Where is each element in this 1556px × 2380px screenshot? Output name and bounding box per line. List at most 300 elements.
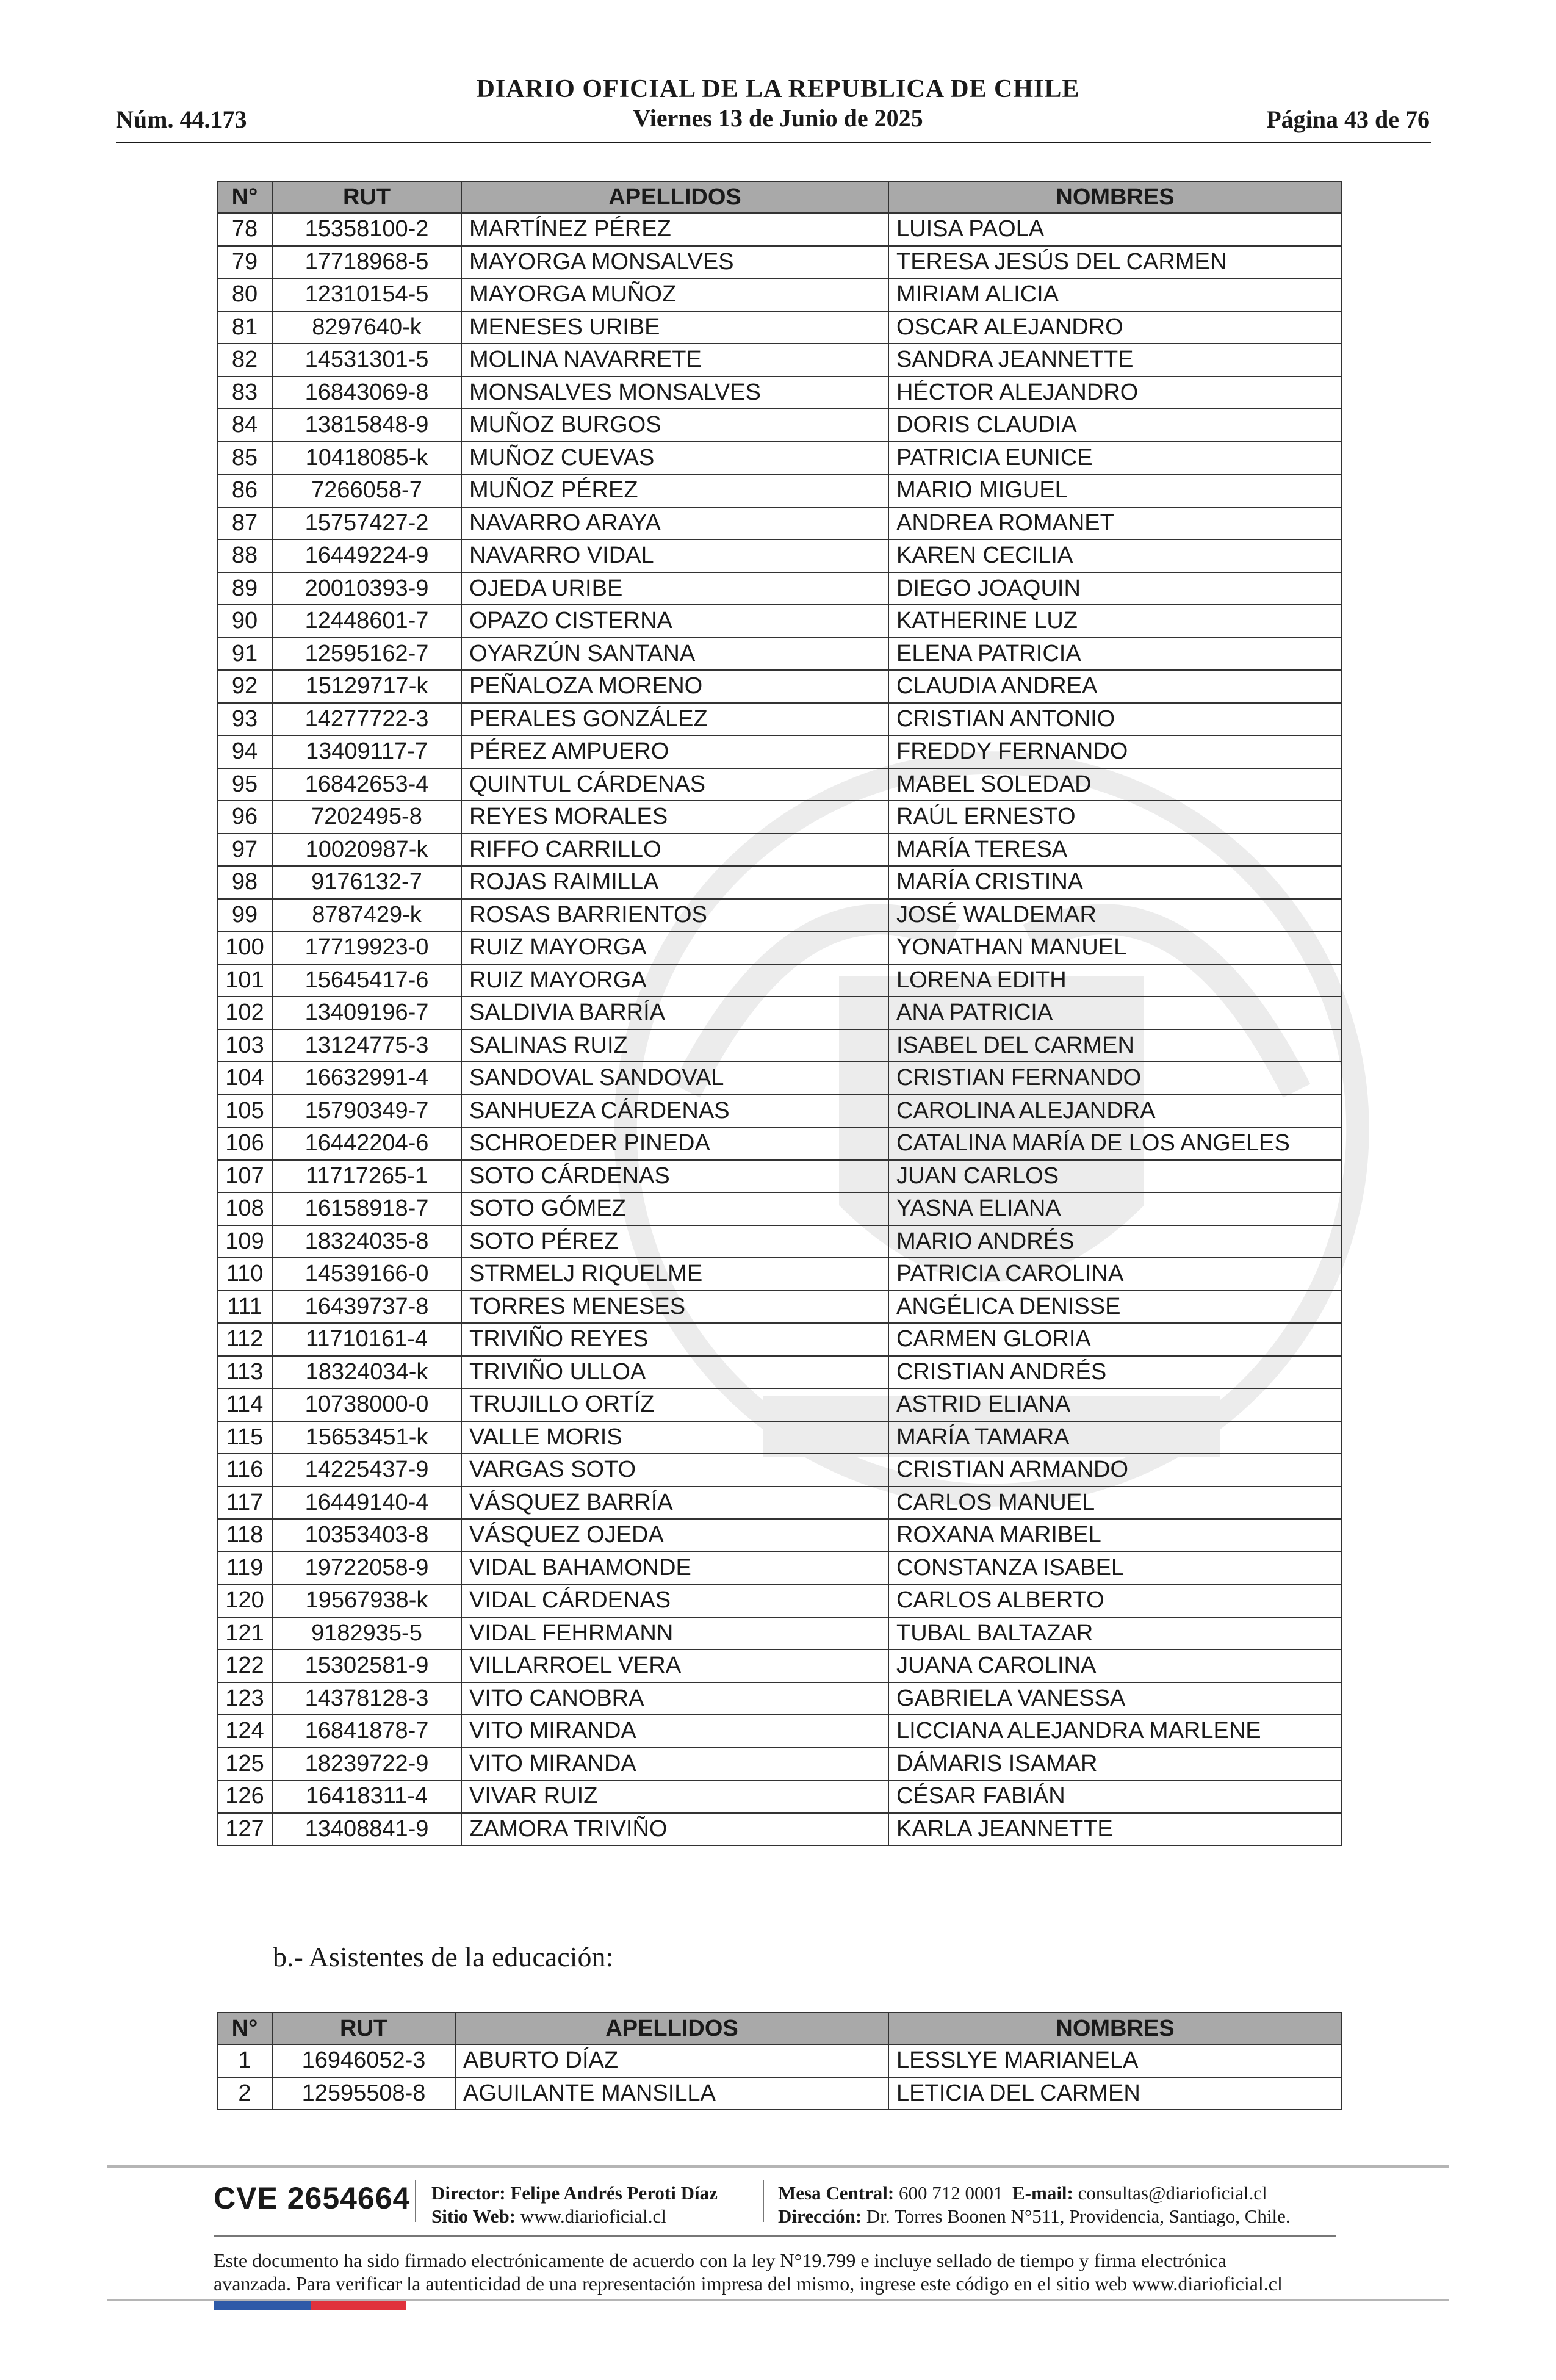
cell-nombres: LETICIA DEL CARMEN xyxy=(888,2077,1342,2110)
cell-nombres: FREDDY FERNANDO xyxy=(888,735,1342,768)
cell-number: 81 xyxy=(217,311,272,344)
table-row xyxy=(217,409,1342,442)
cell-apellidos: STRMELJ RIQUELME xyxy=(461,1258,888,1291)
cell-number: 108 xyxy=(217,1192,272,1225)
cell-nombres: YASNA ELIANA xyxy=(888,1192,1342,1225)
cell-rut: 13815848-9 xyxy=(272,409,461,442)
cell-rut: 9176132-7 xyxy=(272,866,461,899)
cell-nombres: CRISTIAN ANDRÉS xyxy=(888,1356,1342,1389)
cell-apellidos: VÁSQUEZ OJEDA xyxy=(461,1519,888,1552)
cell-nombres: LESSLYE MARIANELA xyxy=(888,2044,1342,2077)
signature-note-line: Este documento ha sido firmado electrónicamente de acuerdo con la ley N°19.799 e incluye sellado de tiempo y firma electrónica xyxy=(214,2249,1227,2271)
cell-rut: 15129717-k xyxy=(272,670,461,703)
cell-apellidos: VIVAR RUIZ xyxy=(461,1780,888,1813)
cell-apellidos: MENESES URIBE xyxy=(461,311,888,344)
table-row xyxy=(217,1291,1342,1324)
cell-number: 88 xyxy=(217,539,272,572)
issue-date: Viernes 13 de Junio de 2025 xyxy=(633,104,923,132)
cell-nombres: ANA PATRICIA xyxy=(888,997,1342,1030)
cell-rut: 16449140-4 xyxy=(272,1487,461,1520)
cell-number: 104 xyxy=(217,1062,272,1095)
cell-rut: 13409117-7 xyxy=(272,735,461,768)
cell-number: 96 xyxy=(217,801,272,834)
table-row xyxy=(217,1192,1342,1225)
table-row xyxy=(217,539,1342,572)
cell-apellidos: TRUJILLO ORTÍZ xyxy=(461,1388,888,1421)
cell-apellidos: VÁSQUEZ BARRÍA xyxy=(461,1487,888,1520)
table-row xyxy=(217,1519,1342,1552)
cell-rut: 11710161-4 xyxy=(272,1323,461,1356)
cell-rut: 18324035-8 xyxy=(272,1225,461,1258)
cell-rut: 10020987-k xyxy=(272,834,461,867)
column-header-rut: RUT xyxy=(272,181,461,213)
table-row xyxy=(217,834,1342,867)
cell-apellidos: QUINTUL CÁRDENAS xyxy=(461,768,888,801)
cell-apellidos: AGUILANTE MANSILLA xyxy=(455,2077,888,2110)
cell-number: 103 xyxy=(217,1030,272,1062)
cell-rut: 16843069-8 xyxy=(272,377,461,409)
cell-apellidos: OJEDA URIBE xyxy=(461,572,888,605)
cell-nombres: JUAN CARLOS xyxy=(888,1160,1342,1193)
table-row xyxy=(217,278,1342,311)
cell-apellidos: MAYORGA MUÑOZ xyxy=(461,278,888,311)
cell-number: 87 xyxy=(217,507,272,540)
cell-nombres: TERESA JESÚS DEL CARMEN xyxy=(888,246,1342,279)
signature-note-line: avanzada. Para verificar la autenticidad de una representación impresa del mismo, ingrese este código en el sitio web www.diarioficial.cl xyxy=(214,2273,1283,2295)
cell-rut: 17718968-5 xyxy=(272,246,461,279)
cell-number: 117 xyxy=(217,1487,272,1520)
cell-number: 122 xyxy=(217,1650,272,1682)
table-row xyxy=(217,1454,1342,1487)
column-header-rut: RUT xyxy=(272,2013,455,2044)
cell-nombres: OSCAR ALEJANDRO xyxy=(888,311,1342,344)
cell-number: 90 xyxy=(217,605,272,638)
cell-number: 91 xyxy=(217,638,272,671)
cell-number: 97 xyxy=(217,834,272,867)
table-row xyxy=(217,1127,1342,1160)
cell-apellidos: REYES MORALES xyxy=(461,801,888,834)
cell-rut: 14378128-3 xyxy=(272,1682,461,1715)
cell-nombres: MARÍA TAMARA xyxy=(888,1421,1342,1454)
cell-number: 110 xyxy=(217,1258,272,1291)
cell-number: 106 xyxy=(217,1127,272,1160)
cell-apellidos: MUÑOZ PÉREZ xyxy=(461,474,888,507)
cell-nombres: CARMEN GLORIA xyxy=(888,1323,1342,1356)
cell-number: 82 xyxy=(217,344,272,377)
cell-nombres: JUANA CAROLINA xyxy=(888,1650,1342,1682)
cell-number: 83 xyxy=(217,377,272,409)
cell-nombres: ELENA PATRICIA xyxy=(888,638,1342,671)
header-rule xyxy=(116,142,1431,143)
cell-rut: 16449224-9 xyxy=(272,539,461,572)
cell-number: 92 xyxy=(217,670,272,703)
cve-code: CVE 2654664 xyxy=(214,2181,411,2215)
cell-nombres: MABEL SOLEDAD xyxy=(888,768,1342,801)
cell-rut: 14277722-3 xyxy=(272,703,461,736)
cell-number: 118 xyxy=(217,1519,272,1552)
table-row xyxy=(217,768,1342,801)
cell-rut: 16418311-4 xyxy=(272,1780,461,1813)
table-row xyxy=(217,1780,1342,1813)
cell-nombres: ANGÉLICA DENISSE xyxy=(888,1291,1342,1324)
cell-rut: 9182935-5 xyxy=(272,1617,461,1650)
table-row xyxy=(217,1715,1342,1748)
cell-number: 1 xyxy=(217,2044,272,2077)
cell-apellidos: VILLARROEL VERA xyxy=(461,1650,888,1682)
cell-nombres: CÉSAR FABIÁN xyxy=(888,1780,1342,1813)
column-header-apellidos: APELLIDOS xyxy=(455,2013,888,2044)
cell-number: 107 xyxy=(217,1160,272,1193)
table-row xyxy=(217,735,1342,768)
flag-stripe-red xyxy=(311,2301,406,2310)
cell-nombres: SANDRA JEANNETTE xyxy=(888,344,1342,377)
cell-nombres: MARIO ANDRÉS xyxy=(888,1225,1342,1258)
address-value: Dr. Torres Boonen N°511, Providencia, Santiago, Chile. xyxy=(866,2205,1291,2227)
column-header-number: N° xyxy=(217,2013,272,2044)
cell-rut: 16841878-7 xyxy=(272,1715,461,1748)
cell-number: 101 xyxy=(217,964,272,997)
cell-number: 80 xyxy=(217,278,272,311)
cell-nombres: ASTRID ELIANA xyxy=(888,1388,1342,1421)
cell-number: 2 xyxy=(217,2077,272,2110)
cell-apellidos: SALDIVIA BARRÍA xyxy=(461,997,888,1030)
cell-apellidos: VITO MIRANDA xyxy=(461,1715,888,1748)
table-row xyxy=(217,1356,1342,1389)
gazette-title: DIARIO OFICIAL DE LA REPUBLICA DE CHILE xyxy=(476,75,1080,103)
table-row xyxy=(217,1095,1342,1128)
mesa-phone: 600 712 0001 xyxy=(899,2182,1003,2204)
cell-number: 85 xyxy=(217,442,272,475)
table-row xyxy=(217,1650,1342,1682)
cell-nombres: DÁMARIS ISAMAR xyxy=(888,1748,1342,1781)
cell-nombres: KARLA JEANNETTE xyxy=(888,1813,1342,1846)
footer-rule-top xyxy=(107,2165,1449,2168)
table-row xyxy=(217,572,1342,605)
cell-rut: 19722058-9 xyxy=(272,1552,461,1585)
column-header-nombres: NOMBRES xyxy=(888,2013,1342,2044)
cell-rut: 15653451-k xyxy=(272,1421,461,1454)
page-indicator: Página 43 de 76 xyxy=(1266,106,1430,133)
cell-apellidos: MARTÍNEZ PÉREZ xyxy=(461,213,888,246)
table-row xyxy=(217,1388,1342,1421)
cell-rut: 20010393-9 xyxy=(272,572,461,605)
cell-rut: 10353403-8 xyxy=(272,1519,461,1552)
cell-rut: 16158918-7 xyxy=(272,1192,461,1225)
table-row xyxy=(217,1225,1342,1258)
cell-apellidos: ABURTO DÍAZ xyxy=(455,2044,888,2077)
cell-number: 78 xyxy=(217,213,272,246)
cell-number: 121 xyxy=(217,1617,272,1650)
cell-rut: 15358100-2 xyxy=(272,213,461,246)
cell-rut: 15757427-2 xyxy=(272,507,461,540)
cell-rut: 16842653-4 xyxy=(272,768,461,801)
table-row xyxy=(217,377,1342,409)
cell-nombres: RAÚL ERNESTO xyxy=(888,801,1342,834)
cell-rut: 16632991-4 xyxy=(272,1062,461,1095)
cell-number: 86 xyxy=(217,474,272,507)
cell-rut: 7266058-7 xyxy=(272,474,461,507)
footer-rule-middle xyxy=(214,2235,1336,2237)
cell-rut: 16439737-8 xyxy=(272,1291,461,1324)
flag-stripe-blue xyxy=(214,2301,311,2310)
section-heading-asistentes: b.- Asistentes de la educación: xyxy=(273,1941,614,1972)
cell-apellidos: ROJAS RAIMILLA xyxy=(461,866,888,899)
cell-nombres: KAREN CECILIA xyxy=(888,539,1342,572)
address-label: Dirección: xyxy=(778,2205,862,2227)
mesa-label: Mesa Central: xyxy=(778,2182,895,2204)
cell-nombres: CONSTANZA ISABEL xyxy=(888,1552,1342,1585)
cell-nombres: CARLOS ALBERTO xyxy=(888,1584,1342,1617)
table-row xyxy=(217,1323,1342,1356)
cell-nombres: CRISTIAN FERNANDO xyxy=(888,1062,1342,1095)
column-header-apellidos: APELLIDOS xyxy=(461,181,888,213)
table-header-row xyxy=(217,2013,1342,2044)
table-row xyxy=(217,1421,1342,1454)
cell-apellidos: VIDAL CÁRDENAS xyxy=(461,1584,888,1617)
cell-apellidos: SCHROEDER PINEDA xyxy=(461,1127,888,1160)
cell-nombres: CATALINA MARÍA DE LOS ANGELES xyxy=(888,1127,1342,1160)
cell-rut: 16946052-3 xyxy=(272,2044,455,2077)
cell-rut: 8297640-k xyxy=(272,311,461,344)
cell-apellidos: ROSAS BARRIENTOS xyxy=(461,899,888,932)
cell-nombres: CLAUDIA ANDREA xyxy=(888,670,1342,703)
cell-nombres: YONATHAN MANUEL xyxy=(888,931,1342,964)
web-label: Sitio Web: xyxy=(431,2205,516,2227)
cell-rut: 13408841-9 xyxy=(272,1813,461,1846)
cell-apellidos: RUIZ MAYORGA xyxy=(461,931,888,964)
cell-rut: 10418085-k xyxy=(272,442,461,475)
table-row xyxy=(217,1160,1342,1193)
cell-number: 113 xyxy=(217,1356,272,1389)
table-row xyxy=(217,1258,1342,1291)
cell-number: 114 xyxy=(217,1388,272,1421)
cell-nombres: MARÍA CRISTINA xyxy=(888,866,1342,899)
cell-number: 119 xyxy=(217,1552,272,1585)
signature-note xyxy=(214,2249,1349,2295)
cell-number: 98 xyxy=(217,866,272,899)
column-header-nombres: NOMBRES xyxy=(888,181,1342,213)
cell-number: 102 xyxy=(217,997,272,1030)
table-row xyxy=(217,246,1342,279)
cell-apellidos: VIDAL FEHRMANN xyxy=(461,1617,888,1650)
table-row xyxy=(217,213,1342,246)
cell-rut: 16442204-6 xyxy=(272,1127,461,1160)
table-row xyxy=(217,1748,1342,1781)
cell-apellidos: NAVARRO VIDAL xyxy=(461,539,888,572)
cell-apellidos: SOTO PÉREZ xyxy=(461,1225,888,1258)
table-header-row xyxy=(217,181,1342,213)
cell-nombres: DIEGO JOAQUIN xyxy=(888,572,1342,605)
cell-number: 100 xyxy=(217,931,272,964)
cell-apellidos: TORRES MENESES xyxy=(461,1291,888,1324)
footer-separator xyxy=(415,2180,416,2222)
cell-rut: 7202495-8 xyxy=(272,801,461,834)
cell-number: 116 xyxy=(217,1454,272,1487)
cell-number: 123 xyxy=(217,1682,272,1715)
cell-number: 120 xyxy=(217,1584,272,1617)
cell-apellidos: VALLE MORIS xyxy=(461,1421,888,1454)
cell-number: 112 xyxy=(217,1323,272,1356)
cell-apellidos: VARGAS SOTO xyxy=(461,1454,888,1487)
table-row xyxy=(217,1813,1342,1846)
cell-rut: 13409196-7 xyxy=(272,997,461,1030)
cell-nombres: GABRIELA VANESSA xyxy=(888,1682,1342,1715)
table-row xyxy=(217,1552,1342,1585)
cell-apellidos: MUÑOZ BURGOS xyxy=(461,409,888,442)
cell-rut: 19567938-k xyxy=(272,1584,461,1617)
web-link[interactable]: www.diarioficial.cl xyxy=(520,2205,666,2227)
cell-number: 124 xyxy=(217,1715,272,1748)
cell-number: 115 xyxy=(217,1421,272,1454)
table-row xyxy=(217,507,1342,540)
table-row xyxy=(217,801,1342,834)
cell-apellidos: PEÑALOZA MORENO xyxy=(461,670,888,703)
cell-rut: 15302581-9 xyxy=(272,1650,461,1682)
table-row xyxy=(217,2044,1342,2077)
cell-apellidos: SOTO GÓMEZ xyxy=(461,1192,888,1225)
cell-number: 93 xyxy=(217,703,272,736)
cell-number: 126 xyxy=(217,1780,272,1813)
cell-rut: 17719923-0 xyxy=(272,931,461,964)
cell-number: 94 xyxy=(217,735,272,768)
cell-nombres: MARIO MIGUEL xyxy=(888,474,1342,507)
table-row xyxy=(217,1030,1342,1062)
cell-apellidos: PERALES GONZÁLEZ xyxy=(461,703,888,736)
cell-rut: 12595508-8 xyxy=(272,2077,455,2110)
cell-rut: 14225437-9 xyxy=(272,1454,461,1487)
table-row xyxy=(217,866,1342,899)
cell-nombres: HÉCTOR ALEJANDRO xyxy=(888,377,1342,409)
table-row xyxy=(217,2077,1342,2110)
cell-apellidos: MAYORGA MONSALVES xyxy=(461,246,888,279)
cell-nombres: MARÍA TERESA xyxy=(888,834,1342,867)
cell-number: 84 xyxy=(217,409,272,442)
cell-apellidos: VITO CANOBRA xyxy=(461,1682,888,1715)
cell-apellidos: TRIVIÑO REYES xyxy=(461,1323,888,1356)
cell-apellidos: VIDAL BAHAMONDE xyxy=(461,1552,888,1585)
table-row xyxy=(217,703,1342,736)
column-header-number: N° xyxy=(217,181,272,213)
cell-rut: 15645417-6 xyxy=(272,964,461,997)
cell-apellidos: MONSALVES MONSALVES xyxy=(461,377,888,409)
cell-nombres: MIRIAM ALICIA xyxy=(888,278,1342,311)
cell-apellidos: MOLINA NAVARRETE xyxy=(461,344,888,377)
cell-nombres: TUBAL BALTAZAR xyxy=(888,1617,1342,1650)
cell-number: 127 xyxy=(217,1813,272,1846)
cell-apellidos: OYARZÚN SANTANA xyxy=(461,638,888,671)
cell-nombres: CRISTIAN ANTONIO xyxy=(888,703,1342,736)
cell-rut: 14539166-0 xyxy=(272,1258,461,1291)
cell-nombres: JOSÉ WALDEMAR xyxy=(888,899,1342,932)
table-row xyxy=(217,1584,1342,1617)
footer-separator xyxy=(763,2180,764,2222)
cell-nombres: ISABEL DEL CARMEN xyxy=(888,1030,1342,1062)
table-row xyxy=(217,931,1342,964)
assistants-table xyxy=(217,2012,1342,2110)
cell-nombres: LORENA EDITH xyxy=(888,964,1342,997)
cell-apellidos: OPAZO CISTERNA xyxy=(461,605,888,638)
cell-rut: 8787429-k xyxy=(272,899,461,932)
table-row xyxy=(217,964,1342,997)
cell-number: 109 xyxy=(217,1225,272,1258)
table-row xyxy=(217,311,1342,344)
table-row xyxy=(217,1617,1342,1650)
cell-rut: 12448601-7 xyxy=(272,605,461,638)
cell-rut: 18239722-9 xyxy=(272,1748,461,1781)
cell-nombres: LICCIANA ALEJANDRA MARLENE xyxy=(888,1715,1342,1748)
table-row xyxy=(217,344,1342,377)
cell-nombres: CRISTIAN ARMANDO xyxy=(888,1454,1342,1487)
cell-number: 111 xyxy=(217,1291,272,1324)
cell-number: 99 xyxy=(217,899,272,932)
cell-number: 79 xyxy=(217,246,272,279)
cell-rut: 15790349-7 xyxy=(272,1095,461,1128)
personnel-table xyxy=(217,181,1342,1846)
footer-contact-block xyxy=(778,2182,1291,2228)
table-row xyxy=(217,605,1342,638)
cell-nombres: DORIS CLAUDIA xyxy=(888,409,1342,442)
table-row xyxy=(217,670,1342,703)
cell-nombres: PATRICIA EUNICE xyxy=(888,442,1342,475)
cell-nombres: ROXANA MARIBEL xyxy=(888,1519,1342,1552)
table-row xyxy=(217,638,1342,671)
director-name: Felipe Andrés Peroti Díaz xyxy=(510,2182,718,2204)
email-link[interactable]: consultas@diarioficial.cl xyxy=(1078,2182,1267,2204)
table-row xyxy=(217,474,1342,507)
cell-nombres: LUISA PAOLA xyxy=(888,213,1342,246)
cell-apellidos: PÉREZ AMPUERO xyxy=(461,735,888,768)
cell-nombres: CAROLINA ALEJANDRA xyxy=(888,1095,1342,1128)
cell-apellidos: NAVARRO ARAYA xyxy=(461,507,888,540)
director-label: Director: xyxy=(431,2182,506,2204)
cell-apellidos: MUÑOZ CUEVAS xyxy=(461,442,888,475)
table-row xyxy=(217,442,1342,475)
cell-nombres: KATHERINE LUZ xyxy=(888,605,1342,638)
cell-apellidos: RIFFO CARRILLO xyxy=(461,834,888,867)
table-row xyxy=(217,997,1342,1030)
cell-apellidos: SANDOVAL SANDOVAL xyxy=(461,1062,888,1095)
cell-apellidos: ZAMORA TRIVIÑO xyxy=(461,1813,888,1846)
table-row xyxy=(217,1682,1342,1715)
cell-number: 89 xyxy=(217,572,272,605)
issue-number: Núm. 44.173 xyxy=(116,106,247,133)
cell-nombres: ANDREA ROMANET xyxy=(888,507,1342,540)
footer-director-block xyxy=(431,2182,718,2228)
cell-apellidos: VITO MIRANDA xyxy=(461,1748,888,1781)
cell-apellidos: TRIVIÑO ULLOA xyxy=(461,1356,888,1389)
cell-rut: 10738000-0 xyxy=(272,1388,461,1421)
cell-apellidos: SANHUEZA CÁRDENAS xyxy=(461,1095,888,1128)
cell-rut: 12595162-7 xyxy=(272,638,461,671)
cell-apellidos: SOTO CÁRDENAS xyxy=(461,1160,888,1193)
table-row xyxy=(217,899,1342,932)
cell-nombres: CARLOS MANUEL xyxy=(888,1487,1342,1520)
table-row xyxy=(217,1487,1342,1520)
cell-apellidos: RUIZ MAYORGA xyxy=(461,964,888,997)
table-row xyxy=(217,1062,1342,1095)
cell-number: 105 xyxy=(217,1095,272,1128)
cell-rut: 11717265-1 xyxy=(272,1160,461,1193)
cell-number: 95 xyxy=(217,768,272,801)
cell-rut: 18324034-k xyxy=(272,1356,461,1389)
cell-rut: 12310154-5 xyxy=(272,278,461,311)
email-label: E-mail: xyxy=(1012,2182,1073,2204)
cell-apellidos: SALINAS RUIZ xyxy=(461,1030,888,1062)
cell-nombres: PATRICIA CAROLINA xyxy=(888,1258,1342,1291)
cell-number: 125 xyxy=(217,1748,272,1781)
cell-rut: 13124775-3 xyxy=(272,1030,461,1062)
cell-rut: 14531301-5 xyxy=(272,344,461,377)
